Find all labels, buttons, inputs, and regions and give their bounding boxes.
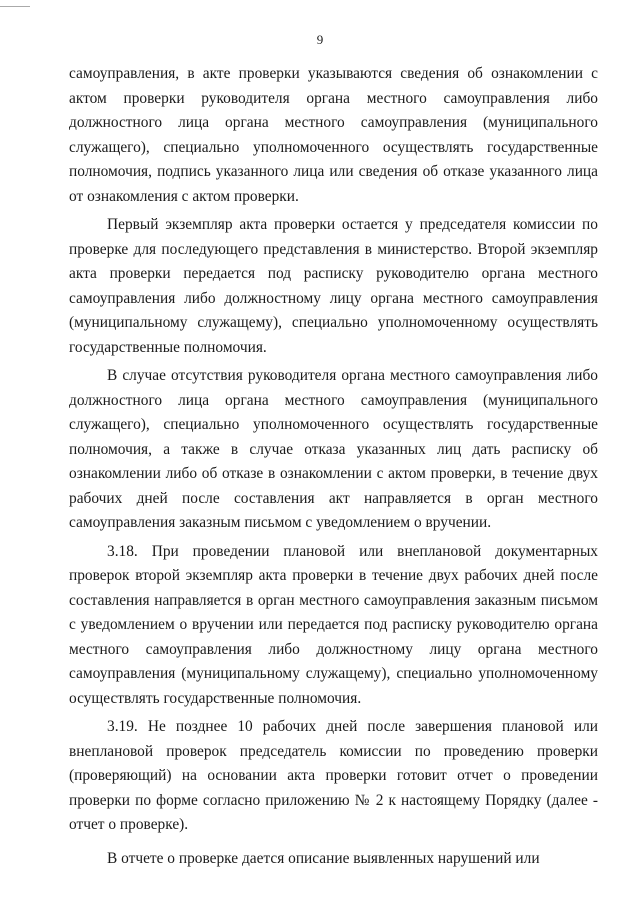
paragraph-continued: самоуправления, в акте проверки указываются сведения об ознакомлении с актом проверки руководителя органа местного самоуправления либо должностного лица органа местного самоуправления (муниципального служащего), специально уполномоченного осуществлять государственные полномочия, подпись указанного лица или сведения об отказе указанного лица от ознакомления с актом проверки. bbox=[69, 65, 598, 205]
paragraph-absence: В случае отсутствия руководителя органа местного самоуправления либо должностного лица органа местного самоуправления (муниципального служащего), специально уполномоченного осуществлять государственные полномочия, а также в случае отказа указанных лиц дать расписку об ознакомлении либо об отказе в ознакомлении с актом проверки, в течение двух рабочих дней после составления акт направляется в орган местного самоуправления заказным письмом с уведомлением о вручении. bbox=[69, 367, 598, 531]
page-number: 9 bbox=[316, 32, 324, 47]
scan-edge-mark bbox=[0, 6, 30, 8]
document-body bbox=[69, 62, 598, 871]
paragraph-3-18: 3.18. При проведении плановой или внеплановой документарных проверок второй экземпляр акта проверки в течение двух рабочих дней после составления направляется в орган местного самоуправления заказным письмом с уведомлением о вручении или передается под расписку руководителю органа местного самоуправления либо должностному лицу органа местного самоуправления (муниципальному служащему), специально уполномоченному осуществлять государственные полномочия. bbox=[69, 542, 598, 707]
paragraph-first-copy: Первый экземпляр акта проверки остается у председателя комиссии по проверке для последующего представления в министерство. Второй экземпляр акта проверки передается под расписку руководителю органа местного самоуправления либо должностному лицу органа местного самоуправления (муниципальному служащему), специально уполномоченному осуществлять государственные полномочия. bbox=[69, 216, 598, 356]
paragraph-report: В отчете о проверке дается описание выявленных нарушений или bbox=[107, 849, 540, 867]
paragraph-3-19: 3.19. Не позднее 10 рабочих дней после завершения плановой или внеплановой проверок председатель комиссии по проведению проверки (проверяющий) на основании акта проверки готовит отчет о проведении проверки по форме согласно приложению № 2 к настоящему Порядку (далее - отчет о проверке). bbox=[69, 718, 598, 833]
